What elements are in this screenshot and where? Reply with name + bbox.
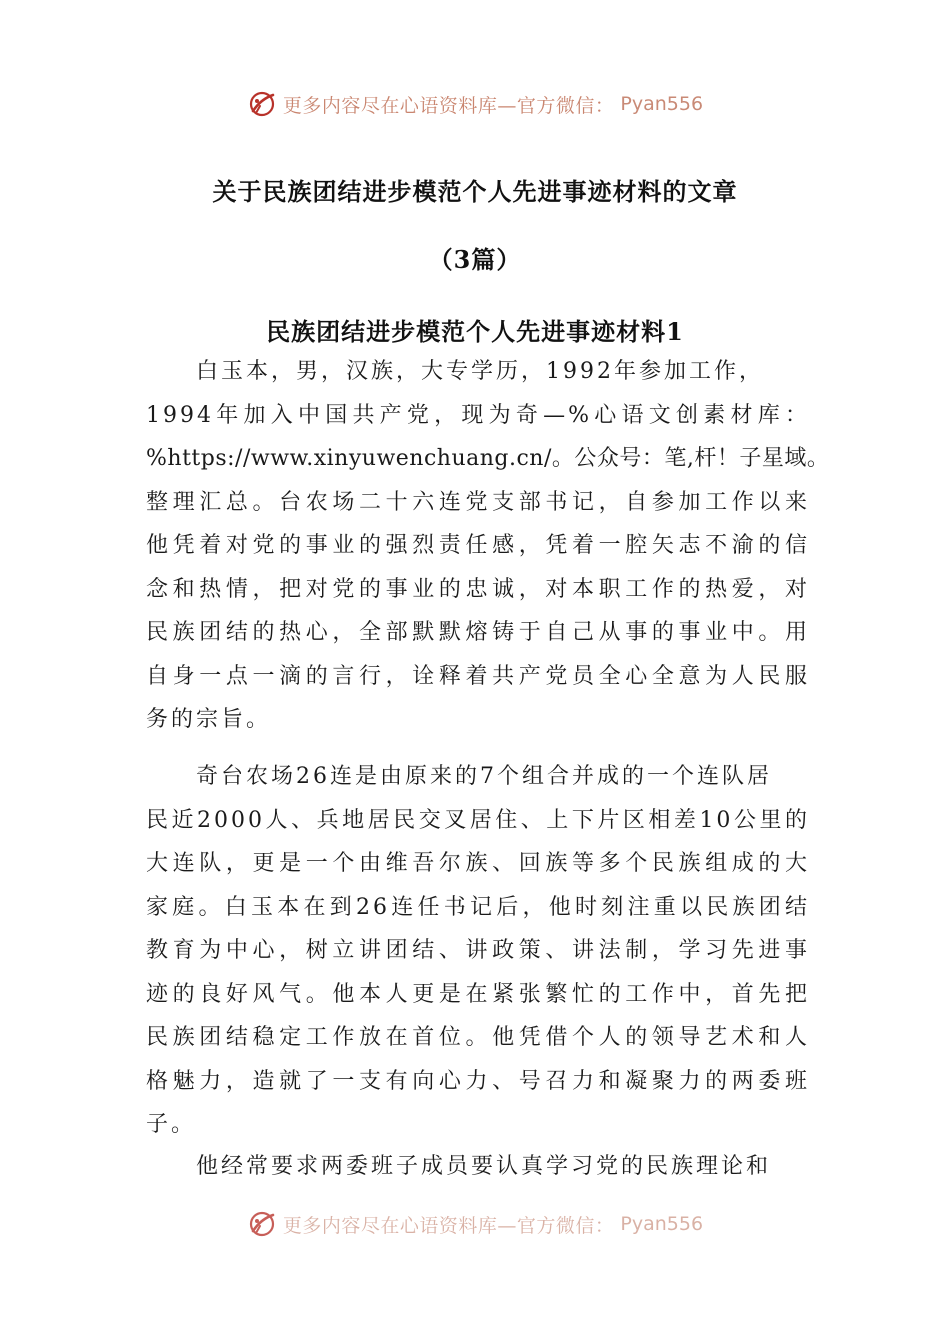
text-line: %https://www.xinyuwenchuang.cn/。公众号：笔,杆！子星域。 [146, 446, 830, 471]
text-line: 务的宗旨。 [146, 707, 272, 732]
pen-logo-icon [247, 89, 277, 119]
text-line: 他经常要求两委班子成员要认真学习党的民族理论和 [196, 1154, 772, 1179]
text-line: 1994年加入中国共产党，现为奇—%心语文创素材库： [146, 402, 810, 428]
text-line: 整理汇总。台农场二十六连党支部书记，自参加工作以来 [146, 489, 810, 515]
document-subtitle: （3篇） [428, 245, 522, 274]
text-line: 白玉本，男，汉族，大专学历，1992年参加工作， [196, 359, 764, 384]
text-line: 格魅力，造就了一支有向心力、号召力和凝聚力的两委班 [146, 1068, 810, 1094]
paragraph-3 [146, 1145, 810, 1189]
text-line: 他凭着对党的事业的强烈责任感，凭着一腔矢志不渝的信 [146, 533, 810, 558]
text-line: 念和热情，把对党的事业的忠诚，对本职工作的热爱，对 [146, 576, 810, 602]
text-line: 奇台农场26连是由原来的7个组合并成的一个连队居 [196, 764, 772, 789]
footer-banner-wechat-id: Pyan556 [620, 1213, 704, 1235]
footer-banner [0, 1204, 950, 1244]
paragraph-2 [146, 755, 810, 1147]
section-heading: 民族团结进步模范个人先进事迹材料1 [266, 317, 684, 346]
pen-logo-icon [247, 1209, 277, 1239]
text-line: 迹的良好风气。他本人更是在紧张繁忙的工作中，首先把 [146, 981, 810, 1007]
text-line: 民近2000人、兵地居民交叉居住、上下片区相差10公里的 [146, 807, 810, 833]
footer-banner-text: 更多内容尽在心语资料库—官方微信： [282, 1214, 615, 1237]
header-banner [0, 84, 950, 124]
text-line: 民族团结稳定工作放在首位。他凭借个人的领导艺术和人 [146, 1025, 810, 1050]
banner-text: 更多内容尽在心语资料库—官方微信： [282, 94, 615, 117]
text-line: 自身一点一滴的言行，诠释着共产党员全心全意为人民服 [146, 663, 810, 689]
text-line: 教育为中心，树立讲团结、讲政策、讲法制，学习先进事 [146, 938, 810, 963]
text-line: 大连队，更是一个由维吾尔族、回族等多个民族组成的大 [146, 851, 810, 876]
text-line: 民族团结的热心，全部默默熔铸于自己从事的事业中。用 [146, 620, 810, 645]
text-line: 家庭。白玉本在到26连任书记后，他时刻注重以民族团结 [146, 894, 810, 920]
document-title: 关于民族团结进步模范个人先进事迹材料的文章 [212, 177, 738, 206]
text-line: 子。 [146, 1112, 197, 1137]
banner-wechat-id: Pyan556 [620, 93, 704, 115]
paragraph-1 [146, 350, 830, 742]
